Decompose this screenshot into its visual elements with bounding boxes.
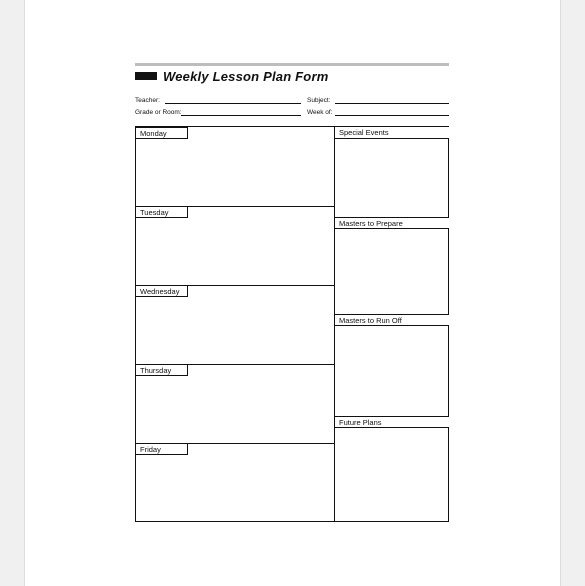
section-label-masters-to-run-off: Masters to Run Off — [334, 314, 449, 326]
teacher-label: Teacher: — [135, 97, 160, 104]
section-label-special-events: Special Events — [334, 127, 449, 139]
header-accent-bar — [135, 72, 157, 80]
grade-or-room-field[interactable] — [181, 115, 301, 116]
header-rule — [135, 63, 449, 66]
subject-field[interactable] — [335, 103, 449, 104]
subject-label: Subject: — [307, 97, 331, 104]
week-of-label: Week of: — [307, 109, 333, 116]
day-label-thursday: Thursday — [135, 364, 188, 376]
form-title: Weekly Lesson Plan Form — [163, 69, 329, 84]
day-label-monday: Monday — [135, 127, 188, 139]
grade-or-room-label: Grade or Room: — [135, 109, 182, 116]
day-label-tuesday: Tuesday — [135, 206, 188, 218]
day-label-wednesday: Wednesday — [135, 285, 188, 297]
teacher-field[interactable] — [165, 103, 301, 104]
section-label-masters-to-prepare: Masters to Prepare — [334, 217, 449, 229]
day-label-friday: Friday — [135, 443, 188, 455]
section-label-future-plans: Future Plans — [334, 416, 449, 428]
week-of-field[interactable] — [335, 115, 449, 116]
